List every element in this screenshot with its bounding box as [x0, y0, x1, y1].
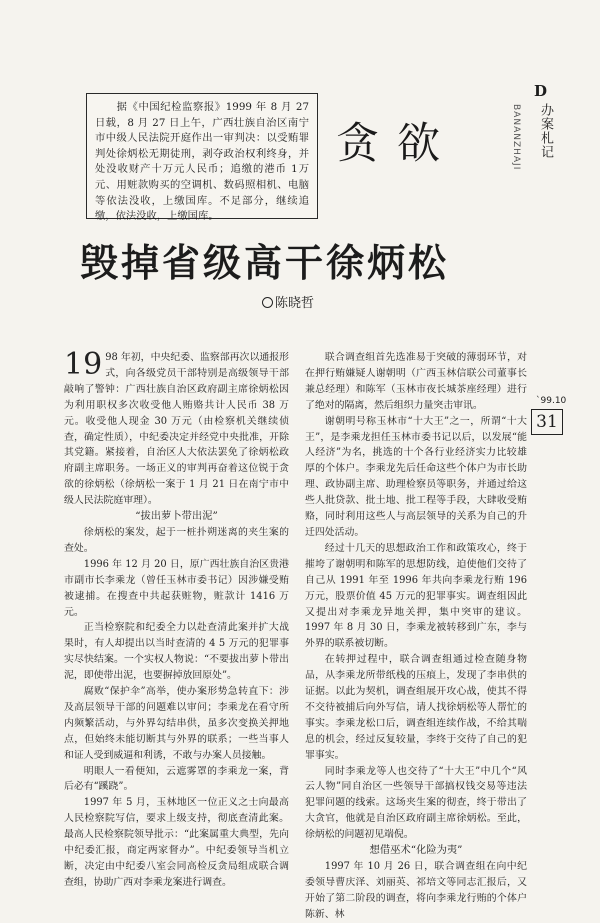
article-headline: 毁掉省级高干徐炳松 [80, 241, 450, 285]
page-number: 31 [531, 409, 563, 435]
paragraph: 正当检察院和纪委全力以赴查清此案并扩大战果时，有人却提出以当时查清的 4 5 万元的犯罪事实尽快结案。一个实权人物说：“不要拔出萝卜带出泥，即使带出泥，也要摒掉放回原处”。 [64, 622, 289, 682]
issue-date: `99.10 [536, 396, 567, 406]
paragraph: 徐炳松的案发，起于一桩扑朔迷离的夹生案的查处。 [64, 526, 289, 554]
paragraph: 联合调查组首先选准易于突破的薄弱环节，对在押行贿嫌疑人谢朝明（广西玉林信联公司董事长兼总经理）和陈军（玉林市夜长城茶座经理）进行了绝对的隔离，然后组织力量突击审讯。 [305, 352, 527, 411]
paragraph: 19 98 年初，中央纪委、监察部再次以通报形式，向各级党员干部特别是高级领导干部敲响了警钟：广西壮族自治区政府副主席徐炳松因为利用职权多次收受他人贿赂共计人民币 38 万元。收受他人现金 30 万元（由检察机关继续侦查，确定性质），中纪委决定并经党中央批准，开除其党籍。紧接着，自治区人大依法罢免了徐炳松政府副主席职务。一场正义的审判再奋着这位锐于贪欲的徐炳松（徐炳松一案于 1 月 21 日在南宁市中级人民法院庭审理）。 [64, 347, 289, 507]
paragraph: 明眼人一看便知，云遮雾罩的李乘龙一案，背后必有“蹊跷”。 [64, 765, 289, 793]
subheading: 想借巫术“化险为夷” [369, 844, 463, 857]
paragraph: 谢朝明号称玉林市“十大王”之一，所谓“十大王”，是李乘龙担任玉林市委书记以后，以发展“能人经济”为名，挑选的十个各行业经济实力比较雄厚的个体户。李乘龙先后任命这些个体户为市长助理、政协副主席、助理检察员等职务，并通过给这些人批贷款、批土地、批工程等手段，大肆收受贿赂，同时利用这些人与高层领导的关系为自己的升迁四处活动。 [305, 415, 527, 538]
circle-icon [262, 297, 273, 308]
paragraph: 1996 年 12 月 20 日，原广西壮族自治区贵港市副市长李乘龙（曾任玉林市委书记）因涉嫌受贿被逮捕。在搜查中共起获赃物，赃款计 1416 万元。 [64, 558, 289, 618]
column-pinyin: BANANZHAJI [511, 104, 521, 171]
dropcap: 19 [64, 347, 103, 382]
column-label: 办案札记 [538, 103, 553, 159]
paragraph: 腐败“保护伞”高举，使办案形势急转直下：涉及高层领导干部的问题难以审问；李乘龙在看守所内频繁活动，与外界勾结串供，虽多次变换关押地点，但始终未能切断其与外界的联系；一些当事人和证人受到威逼和利诱，不敢与办案人员接触。 [64, 686, 289, 761]
paragraph: 经过十几天的思想政治工作和政策攻心，终于摧垮了谢朝明和陈军的思想防线，迫使他们交待了自己从 1991 年至 1996 年共向李乘龙行贿 196 万元，股票价值 45 万元的犯罪事实。调查组因此又提出对李乘龙异地关押，集中突审的建议。1997 年 8 月 30 日，李乘龙被转移到广东，李与外界的联系被切断。 [305, 542, 527, 650]
paragraph: 同时李乘龙等人也交待了“十大王”中几个“风云人物”同自治区一些领导干部搞权钱交易等违法犯罪问题的线索。这场夹生案的彻查，终于带出了大贪官，他就是自治区政府副主席徐炳松。至此，徐炳松的问题初见端倪。 [305, 765, 527, 841]
column-letter: D [534, 82, 548, 100]
right-column [305, 350, 527, 923]
paragraph: 1997 年 5 月，玉林地区一位正义之士向最高人民检察院写信，要求上级支持，彻底查清此案。最高人民检察院领导批示：“此案属重大典型，先向中纪委汇报，商定两家督办”。中纪委领导当机立断，决定由中纪委八室会同高检反贪局组成联合调查组，协助广西对李乘龙案进行调查。 [64, 797, 289, 888]
subheading: “拔出萝卜带出泥” [135, 510, 218, 523]
author-line [262, 292, 314, 311]
author-name: 陈晓哲 [275, 296, 315, 311]
paragraph: 在转押过程中，联合调查组通过检查随身物品，从李乘龙所带纸栈的压痕上，发现了李串供的证据。以此为契机，调查组展开攻心战，使其不得不交待被捕后向外写信，请人找徐炳松等人帮忙的事实。李乘龙松口后，调查组连续作战，不给其喘息的机会，经过反复较量，李终于交待了自己的犯罪事实。 [305, 654, 527, 761]
section-title: 贪欲 [336, 119, 458, 169]
left-column [64, 347, 289, 891]
summary-box: 据《中国纪检监察报》1999 年 8 月 27 日载，8 月 27 日上午，广西壮族自治区南宁市中级人民法院开庭作出一审判决：以受贿罪判处徐炳松无期徒刑，剥夺政治权利终身，并处没收财产十万元人民币；追缴的港币 1万元、用赃款购买的空调机、数码照相机、电脑等依法没收，上缴国库。不足部分，继续追缴，依法没收，上缴国库。 [86, 93, 318, 219]
paragraph: 1997 年 10 月 26 日，联合调查组在向中纪委领导曹庆泽、刘丽英、祁培文等同志汇报后，又开始了第二阶段的调查，将向李乘龙行贿的个体户陈新、林 [305, 861, 527, 920]
